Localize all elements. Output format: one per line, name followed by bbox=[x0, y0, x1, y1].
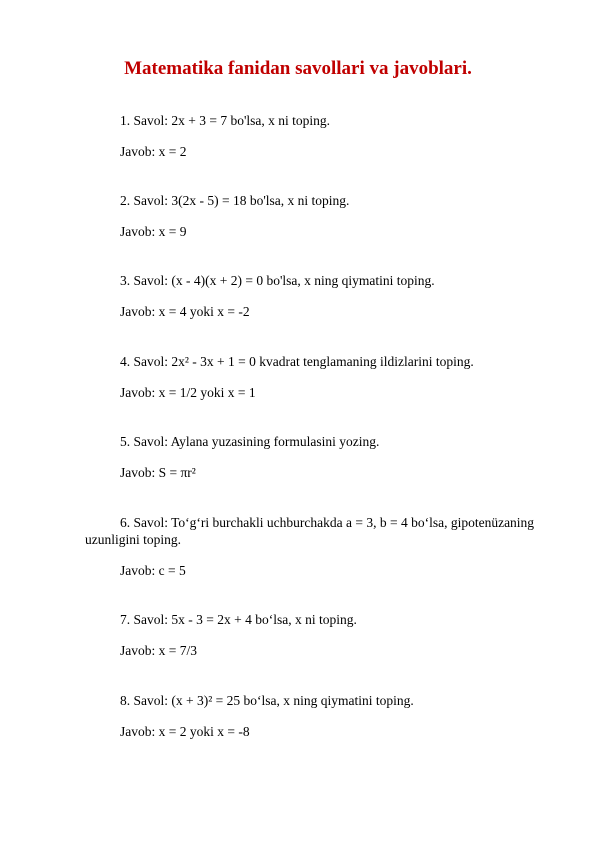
answer-5: Javob: S = πr² bbox=[120, 465, 196, 480]
qa-item-1 bbox=[85, 112, 555, 160]
qa-item-6 bbox=[85, 514, 555, 579]
answer-3: Javob: x = 4 yoki x = -2 bbox=[120, 304, 250, 319]
answer-4: Javob: x = 1/2 yoki x = 1 bbox=[120, 385, 256, 400]
answer-6: Javob: c = 5 bbox=[120, 563, 186, 578]
answer-8: Javob: x = 2 yoki x = -8 bbox=[120, 724, 250, 739]
question-4: 4. Savol: 2x² - 3x + 1 = 0 kvadrat tenglamaning ildizlarini toping. bbox=[120, 354, 474, 369]
page-title: Matematika fanidan savollari va javoblari. bbox=[124, 58, 472, 79]
question-8: 8. Savol: (x + 3)² = 25 bo‘lsa, x ning qiymatini toping. bbox=[120, 693, 414, 708]
qa-item-2 bbox=[85, 192, 555, 240]
question-5: 5. Savol: Aylana yuzasining formulasini yozing. bbox=[120, 434, 380, 449]
question-2: 2. Savol: 3(2x - 5) = 18 bo'lsa, x ni toping. bbox=[120, 193, 350, 208]
answer-1: Javob: x = 2 bbox=[120, 144, 187, 159]
question-7: 7. Savol: 5x - 3 = 2x + 4 bo‘lsa, x ni toping. bbox=[120, 612, 357, 627]
qa-item-4 bbox=[85, 353, 555, 401]
qa-item-8 bbox=[85, 692, 555, 740]
answer-2: Javob: x = 9 bbox=[120, 224, 187, 239]
qa-item-5 bbox=[85, 433, 555, 481]
question-1: 1. Savol: 2x + 3 = 7 bo'lsa, x ni toping. bbox=[120, 113, 331, 128]
qa-item-7 bbox=[85, 611, 555, 659]
question-6: 6. Savol: To‘g‘ri burchakli uchburchakda a = 3, b = 4 bo‘lsa, gipotenüzaning uzunligini toping. bbox=[85, 515, 535, 547]
question-3: 3. Savol: (x - 4)(x + 2) = 0 bo'lsa, x ning qiymatini toping. bbox=[120, 273, 435, 288]
qa-item-3 bbox=[85, 272, 555, 320]
answer-7: Javob: x = 7/3 bbox=[120, 643, 197, 658]
